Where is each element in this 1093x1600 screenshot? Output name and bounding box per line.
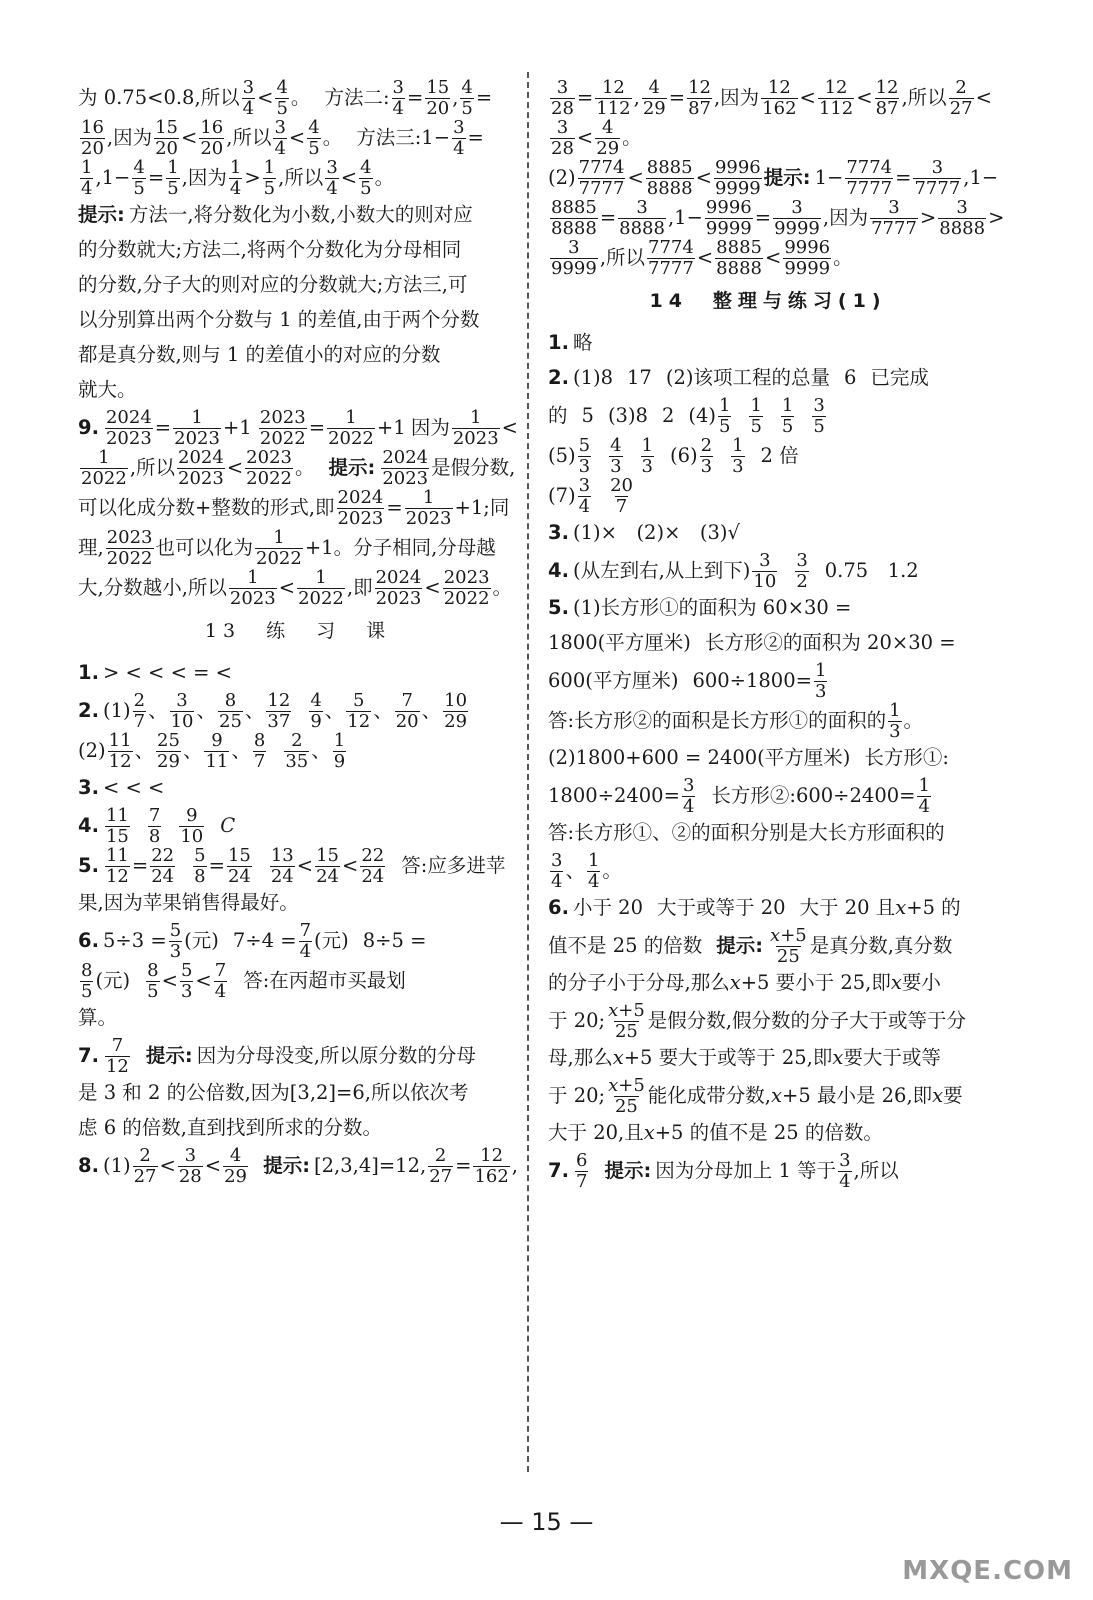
text-line: $\frac{3}{28}$ < $\frac{4}{29}$ 。 [551,117,642,159]
section-title [548,282,988,322]
text-line: 都是真分数,则与 1 的差值小的对应的分数 [78,343,441,367]
text-line: 的 5 (3)8 2 (4) $\frac{1}{5}$ $\frac{1}{5}$ $\frac{1}{5}$ $\frac{3}{5}$ [548,395,825,437]
text-line: 就大。 [78,378,137,402]
left-column [78,78,518,1186]
text-line: 答:长方形①、②的面积分别是大长方形面积的 [548,821,945,845]
text-line: 600(平方厘米) 600÷1800= $\frac{1}{3}$ [548,660,827,702]
text-line: (5) $\frac{5}{3}$ $\frac{4}{3}$ $\frac{1}{3}$ (6) $\frac{2}{3}$ $\frac{1}{3}$ 2 倍 [548,435,799,477]
column-divider [527,72,529,1472]
text-line: 3. < < < [78,776,165,800]
text-line: $\frac{1}{2022}$ ,所以 $\frac{2024}{2023}$ < $\frac{2023}{2022}$ 。 提示: $\frac{2024}{2023}$ 是假分数, [81,447,516,489]
answer-text: > < < < = < [102,661,233,685]
text-line: 6. 小于 20 大于或等于 20 大于 20 且 x +5 的 [548,896,961,920]
text-line: 5. (1)长方形①的面积为 60×30 = [548,596,852,620]
answer-text: 略 [572,331,593,355]
text-line: 7. $\frac{7}{12}$ 提示: 因为分母没变,所以原分数的分母 [78,1035,476,1077]
text-line: 1800÷2400= $\frac{3}{4}$ 长方形②:600÷2400= $\frac{1}{4}$ [548,775,930,817]
text-line: 2. (1) $\frac{2}{7}$ 、 $\frac{3}{10}$ 、 $\frac{8}{25}$ 、 $\frac{12}{37}$ $\frac{4}{9}$ 、 $\frac{5}{12}$ 、 $\frac{7}{20}$ 、 $\frac{10}{29}$ [78,690,468,732]
text-line: $\frac{16}{20}$ ,因为 $\frac{15}{20}$ < $\frac{16}{20}$ ,所以 $\frac{3}{4}$ < $\frac{4}{5}$ 。 方法三:1− $\frac{3}{4}$ = [81,117,484,159]
text-line: $\frac{3}{9999}$ ,所以 $\frac{7774}{7777}$ < $\frac{8885}{8888}$ < $\frac{9996}{9999}$ 。 [551,237,853,279]
text-line: $\frac{8}{5}$ (元) $\frac{8}{5}$ < $\frac{5}{3}$ < $\frac{7}{4}$ 答:在丙超市买最划 [81,960,406,1002]
text-line: 大于 20,且 x +5 的值不是 25 的倍数。 [548,1121,883,1145]
text-line: (2) $\frac{11}{12}$ 、 $\frac{25}{29}$ 、 $\frac{9}{11}$ 、 $\frac{8}{7}$ $\frac{2}{35}$ 、 $\frac{1}{9}$ [78,730,346,772]
text-line: (2) $\frac{7774}{7777}$ < $\frac{8885}{8888}$ < $\frac{9996}{9999}$ 提示: 1− $\frac{7774}{7777}$ = $\frac{3}{7777}$ ,1− [548,157,999,199]
text-line: 理, $\frac{2023}{2022}$ 也可以化为 $\frac{1}{2022}$ +1。分子相同,分母越 [78,527,496,569]
text-line: 于 20; $\frac{x+5}{25}$ 是假分数,假分数的分子大于或等于分 [548,1000,966,1042]
section-title: 13 练 习 课 [204,620,392,643]
answer-text: (1)× (2)× (3)√ [572,521,740,545]
text-line: 8. (1) $\frac{2}{27}$ < $\frac{3}{28}$ < $\frac{4}{29}$ 提示: [2,3,4]=12, $\frac{2}{27}$ = $\frac{12}{162}$ , [78,1145,518,1187]
right-column [548,77,1005,1192]
text-line: 虑 6 的倍数,直到找到所求的分数。 [78,1116,383,1140]
section-title-text: 14 整理与练习(1) [649,290,887,313]
text-line: 提示: 方法一,将分数化为小数,小数大的则对应 [78,203,473,227]
text-line: 1800(平方厘米) 长方形②的面积为 20×30 = [548,631,956,655]
text-line: 以分别算出两个分数与 1 的差值,由于两个分数 [78,308,480,332]
watermark-logo: MXQE.COM [902,1556,1073,1586]
item-number: 9. [78,415,99,439]
text-line: 1. > < < < = < [78,661,233,685]
text-line: (7) $\frac{3}{4}$ $\frac{20}{7}$ [548,475,633,517]
text-line: 6. 5÷3 = $\frac{5}{3}$ (元) 7÷4 = $\frac{7}{4}$ (元) 8÷5 = [78,920,427,962]
text-line: 的分数,分子大的则对应的分数就大;方法三,可 [78,273,468,297]
text-line: 母,那么 x +5 要大于或等于 25,即 x 要大于或等 [548,1046,941,1070]
text-line: 是 3 和 2 的公倍数,因为[3,2]=6,所以依次考 [78,1081,469,1105]
text-line: 1. 略 [548,331,593,355]
answer-text: 0.75 1.2 [824,558,919,582]
text-line: (2)1800+600 = 2400(平方厘米) 长方形①: [548,746,949,770]
text-line: 答:长方形②的面积是长方形①的面积的 $\frac{1}{3}$ 。 [548,700,924,742]
text-line: 算。 [78,1006,118,1030]
text-line: 7. $\frac{6}{7}$ 提示: 因为分母加上 1 等于 $\frac{3}{4}$ ,所以 [548,1150,899,1192]
text-line: 的分子小于分母,那么 x +5 要小于 25,即 x 要小 [548,971,941,995]
text-line: 值不是 25 的倍数 提示: $\frac{x+5}{25}$ 是真分数,真分数 [548,925,953,967]
text-line: 3. (1)× (2)× (3)√ [548,521,740,545]
answer-text: C [220,813,236,837]
text-line: 4. $\frac{11}{15}$ $\frac{7}{8}$ $\frac{9}{10}$ C [78,805,236,847]
text-line: 的分数就大;方法二,将两个分数化为分母相同 [78,238,462,262]
text-line: 果,因为苹果销售得最好。 [78,891,299,915]
page-number: — 15 — [499,1508,594,1536]
text-line: 5. $\frac{11}{12}$ = $\frac{22}{24}$ $\frac{5}{8}$ = $\frac{15}{24}$ $\frac{13}{24}$ < $\frac{15}{24}$ < $\frac{22}{24}$ 答:应多进苹 [78,845,506,887]
text-line: 4. (从左到右,从上到下) $\frac{3}{10}$ $\frac{3}{2}$ 0.75 1.2 [548,550,919,592]
text-line: 可以化成分数+整数的形式,即 $\frac{2024}{2023}$ = $\frac{1}{2023}$ +1;同 [78,487,510,529]
answer-text: < < < [102,776,165,800]
text-line: 9. $\frac{2024}{2023}$ = $\frac{1}{2023}$ +1 $\frac{2023}{2022}$ = $\frac{1}{2022}$ +1 因为 $\frac{1}{2023}$ < [78,407,518,449]
text-line: $\frac{3}{4}$ 、 $\frac{1}{4}$ 。 [551,850,622,892]
text-line: 为 0.75<0.8,所以 $\frac{3}{4}$ < $\frac{4}{5}$ 。 方法二: $\frac{3}{4}$ = $\frac{15}{20}$ , $\frac{4}{5}$ = [78,77,493,119]
answer-text: (从左到右,从上到下) [572,558,751,582]
text-line: 大,分数越小,所以 $\frac{1}{2023}$ < $\frac{1}{2022}$ ,即 $\frac{2024}{2023}$ < $\frac{2023}{2022}$ 。 [78,567,513,609]
text-line: $\frac{3}{28}$ = $\frac{12}{112}$ , $\frac{4}{29}$ = $\frac{12}{87}$ ,因为 $\frac{12}{162}$ < $\frac{12}{112}$ < $\frac{12}{87}$ ,所以 $\frac{2}{27}$ < [551,77,992,119]
text-line: $\frac{8885}{8888}$ = $\frac{3}{8888}$ ,1− $\frac{9996}{9999}$ = $\frac{3}{9999}$ ,因为 $\frac{3}{7777}$ > $\frac{3}{8888}$ > [551,197,1005,239]
text-line: 2. (1)8 17 (2)该项工程的总量 6 已完成 [548,366,929,390]
text-line: $\frac{1}{4}$ ,1− $\frac{4}{5}$ = $\frac{1}{5}$ ,因为 $\frac{1}{4}$ > $\frac{1}{5}$ ,所以 $\frac{3}{4}$ < $\frac{4}{5}$ 。 [81,157,395,199]
text-line: 于 20; $\frac{x+5}{25}$ 能化成带分数, x +5 最小是 26,即 x 要 [548,1075,963,1117]
